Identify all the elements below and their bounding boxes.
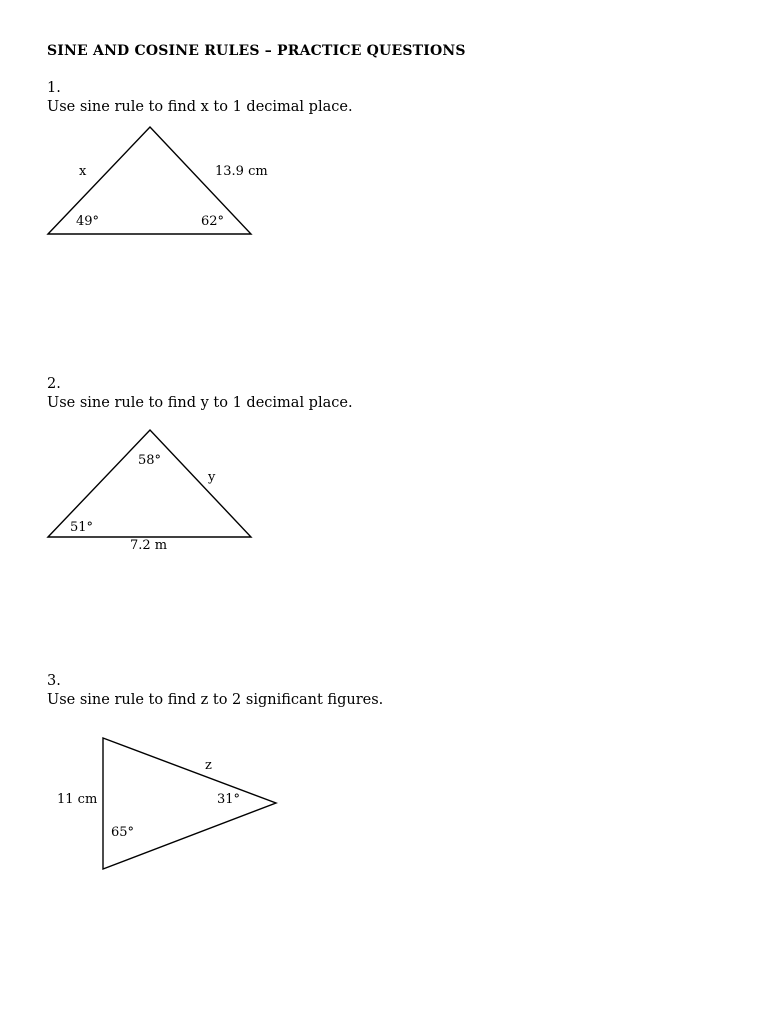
triangle-2-side-bottom-label: 7.2 m	[130, 538, 168, 553]
triangle-2-angle-left-label: 51°	[70, 520, 94, 535]
question-3-number: 3.	[47, 673, 61, 689]
triangle-2-angle-top-label: 58°	[138, 453, 162, 468]
question-2-text: Use sine rule to find y to 1 decimal place.	[47, 395, 353, 411]
triangle-3-side-z-label: z	[205, 758, 212, 773]
page-title: SINE AND COSINE RULES – PRACTICE QUESTIONS	[47, 43, 466, 59]
question-1-text: Use sine rule to find x to 1 decimal place.	[47, 99, 353, 115]
triangle-2-side-y-label: y	[208, 470, 216, 485]
question-2-number: 2.	[47, 376, 61, 392]
triangle-1-angle-left-label: 49°	[76, 214, 100, 229]
triangle-1-side-x-label: x	[79, 164, 87, 179]
triangle-3-side-left-label: 11 cm	[57, 792, 98, 807]
question-3-text: Use sine rule to find z to 2 significant figures.	[47, 692, 384, 708]
triangle-1-side-right-label: 13.9 cm	[215, 164, 268, 179]
triangle-1-angle-right-label: 62°	[201, 214, 225, 229]
triangle-3-angle-right-label: 31°	[217, 792, 241, 807]
triangle-3-angle-bottom-label: 65°	[111, 825, 135, 840]
triangle-3-shape	[103, 738, 276, 869]
question-1-number: 1.	[47, 80, 61, 96]
